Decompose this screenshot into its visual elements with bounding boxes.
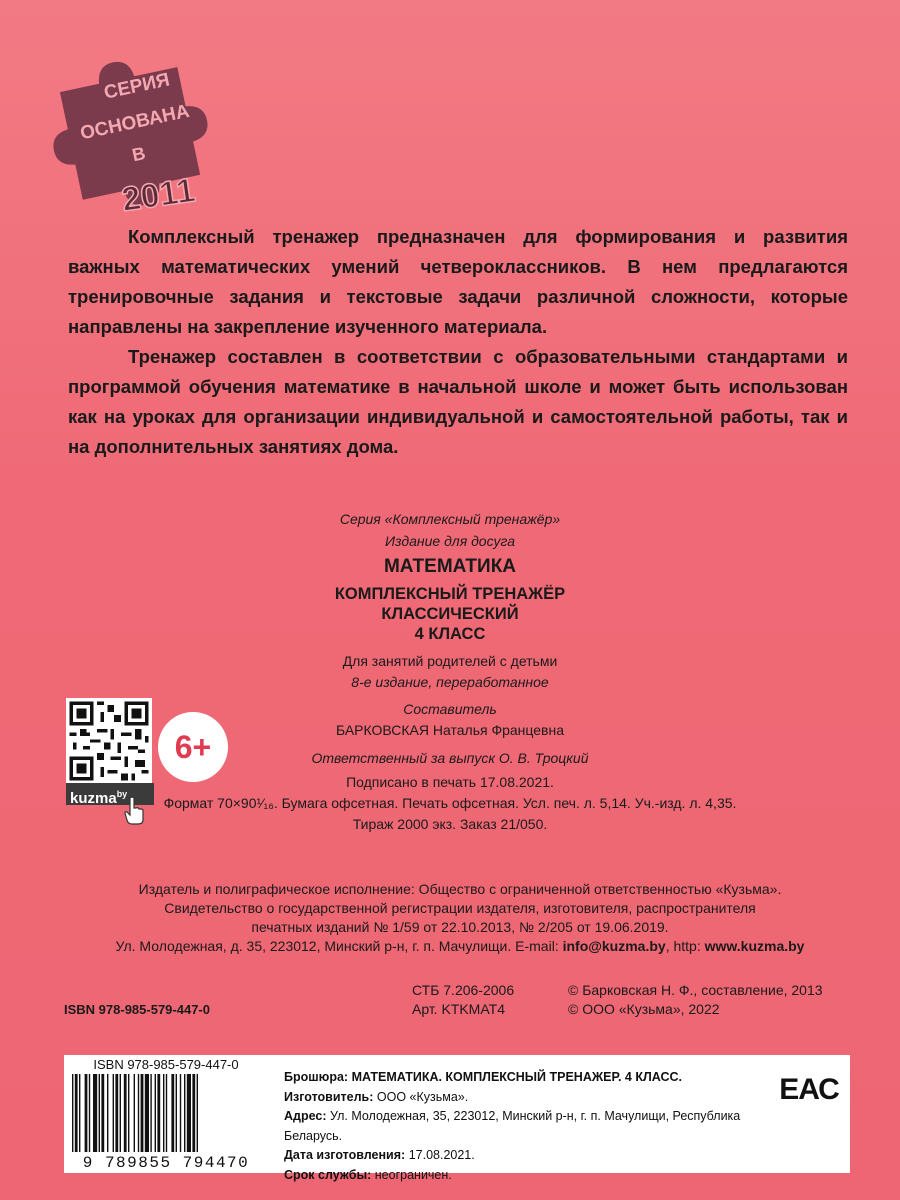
service-life-row: [284, 1166, 784, 1186]
maker-row: [284, 1088, 784, 1108]
audience-note: Для занятий родителей с детьми: [342, 653, 558, 669]
book-subtitle-2: КЛАССИЧЕСКИЙ: [381, 605, 519, 623]
barcode-bar: [197, 1074, 198, 1152]
product-label-info: [284, 1068, 784, 1185]
publisher-info: [60, 880, 860, 956]
barcode-bar: [120, 1074, 121, 1152]
print-run: Тираж 2000 экз. Заказ 21/050.: [352, 816, 548, 832]
barcode-bar: [79, 1074, 80, 1152]
barcode-bar: [93, 1074, 97, 1152]
eac-mark-text: ЕАС: [779, 1073, 839, 1106]
hand-cursor-icon: [122, 796, 146, 826]
barcode-bar: [72, 1074, 73, 1152]
barcode-bar: [176, 1074, 177, 1152]
date-row: [284, 1146, 784, 1166]
barcode-bars: [70, 1074, 264, 1152]
date-value: 17.08.2021.: [408, 1148, 475, 1162]
eac-mark-icon: [779, 1070, 839, 1106]
address-label: Адрес:: [284, 1109, 327, 1123]
qr-code-icon: [66, 698, 152, 784]
annotation-paragraph-1: Комплексный тренажер предназначен для формирования и развития важных математических умений четвероклассников. В нем предлагаются тренировочные задания и текстовые задачи различной сложности, которые направлены на закрепление изученного материала.: [68, 226, 848, 337]
series-founded-badge: [40, 48, 225, 218]
publisher-address: [60, 937, 860, 956]
barcode-bar: [155, 1074, 156, 1152]
publisher-line-2: Свидетельство о государственной регистрации издателя, изготовителя, распространителя: [164, 900, 756, 916]
publisher-line-3: печатных изданий № 1/59 от 22.10.2013, № 2/205 от 19.06.2019.: [251, 919, 669, 935]
book-grade: 4 КЛАСС: [414, 625, 486, 643]
barcode-bar: [115, 1074, 118, 1152]
edition-number: 8-е издание, переработанное: [351, 674, 549, 690]
barcode-bar: [180, 1074, 181, 1152]
imprint-block: [100, 510, 800, 833]
kuzma-label: kuzma: [70, 790, 117, 807]
barcode-bar: [134, 1074, 135, 1152]
http-label: , http:: [665, 938, 705, 954]
signed-date: Подписано в печать 17.08.2021.: [346, 774, 554, 790]
barcode-bar: [157, 1074, 160, 1152]
barcode-bar: [89, 1074, 90, 1152]
badge-text-line3: В: [130, 142, 148, 166]
barcode-bar: [138, 1074, 139, 1152]
barcode-bar: [141, 1074, 144, 1152]
address-text: Ул. Молодежная, д. 35, 223012, Минский р-н, г. п. Мачулищи. E-mail:: [115, 938, 563, 954]
brochure-value: МАТЕМАТИКА. КОМПЛЕКСНЫЙ ТРЕНАЖЕР. 4 КЛАСС.: [351, 1070, 682, 1084]
print-format: Формат 70×90¹⁄₁₆. Бумага офсетная. Печать офсетная. Усл. печ. л. 5,14. Уч.-изд. л. 4,35.: [163, 795, 737, 811]
badge-text-year: 2011: [119, 171, 198, 220]
article-code: Арт. KTKMAT4: [412, 1001, 505, 1017]
puzzle-piece-icon: [40, 48, 225, 218]
kuzma-label-domain: by: [116, 789, 128, 799]
age-rating-badge: 6+: [158, 712, 228, 782]
service-life-label: Срок службы:: [284, 1167, 372, 1182]
email-link[interactable]: info@kuzma.by: [562, 938, 666, 954]
barcode-bar: [85, 1074, 88, 1152]
barcode-bar: [163, 1074, 164, 1152]
address-value: Ул. Молодежная, 35, 223012, Минский р-н, г. п. Мачулищи, Республика Беларусь.: [284, 1109, 741, 1143]
book-annotation: [68, 222, 848, 462]
barcode-bar: [113, 1074, 114, 1152]
service-life-value: неограничен.: [374, 1167, 452, 1182]
compiler-label: Составитель: [403, 701, 497, 717]
copyright-compiler: © Барковская Н. Ф., составление, 2013: [568, 982, 823, 998]
barcode-bar: [124, 1074, 127, 1152]
barcode-bar: [171, 1074, 174, 1152]
barcode-isbn: ISBN 978-985-579-447-0: [93, 1057, 239, 1072]
series-name: Серия «Комплексный тренажёр»: [339, 511, 561, 527]
maker-label: Изготовитель:: [284, 1089, 374, 1104]
qr-code[interactable]: [66, 698, 152, 784]
barcode-bar: [101, 1074, 104, 1152]
copyright-publisher: © ООО «Кузьма», 2022: [568, 1001, 720, 1017]
publisher-line-1: Издатель и полиграфическое исполнение: Общество с ограниченной ответственностью «Кузьма».: [138, 881, 782, 897]
barcode-bar: [107, 1074, 108, 1152]
annotation-paragraph-2: Тренажер составлен в соответствии с образовательными стандартами и программой обучения математике в начальной школе и может быть использован как на уроках для организации индивидуальной и самостоятельной работы, так и на дополнительных занятиях дома.: [68, 346, 848, 457]
barcode-bar: [150, 1074, 151, 1152]
barcode-bar: [128, 1074, 129, 1152]
badge-text-line2: ОСНОВАНА: [78, 100, 192, 145]
edition-type: Издание для досуга: [385, 533, 515, 549]
address-row: [284, 1107, 784, 1146]
barcode-bar: [99, 1074, 100, 1152]
standard-code: СТБ 7.206-2006: [412, 982, 515, 998]
date-label: Дата изготовления:: [284, 1148, 406, 1162]
brochure-label: Брошюра:: [284, 1070, 349, 1084]
compiler-name: БАРКОВСКАЯ Наталья Францевна: [335, 722, 565, 738]
barcode-digits: 9 789855 794470: [82, 1154, 250, 1172]
barcode-bar: [187, 1074, 191, 1152]
isbn-barcode: [66, 1058, 266, 1172]
book-title: МАТЕМАТИКА: [383, 556, 517, 577]
barcode-bar: [75, 1074, 78, 1152]
badge-text-line1: СЕРИЯ: [102, 69, 172, 104]
responsible-editor: Ответственный за выпуск О. В. Троцкий: [311, 750, 589, 766]
book-subtitle-1: КОМПЛЕКСНЫЙ ТРЕНАЖЁР: [334, 585, 566, 603]
brochure-row: [284, 1068, 784, 1088]
barcode-bar: [166, 1074, 167, 1152]
barcode-bar: [145, 1074, 149, 1152]
maker-value: ООО «Кузьма».: [376, 1089, 469, 1104]
website-link[interactable]: www.kuzma.by: [704, 938, 805, 954]
barcode-bar: [184, 1074, 185, 1152]
isbn-text: ISBN 978-985-579-447-0: [64, 1002, 210, 1017]
barcode-bar: [192, 1074, 195, 1152]
